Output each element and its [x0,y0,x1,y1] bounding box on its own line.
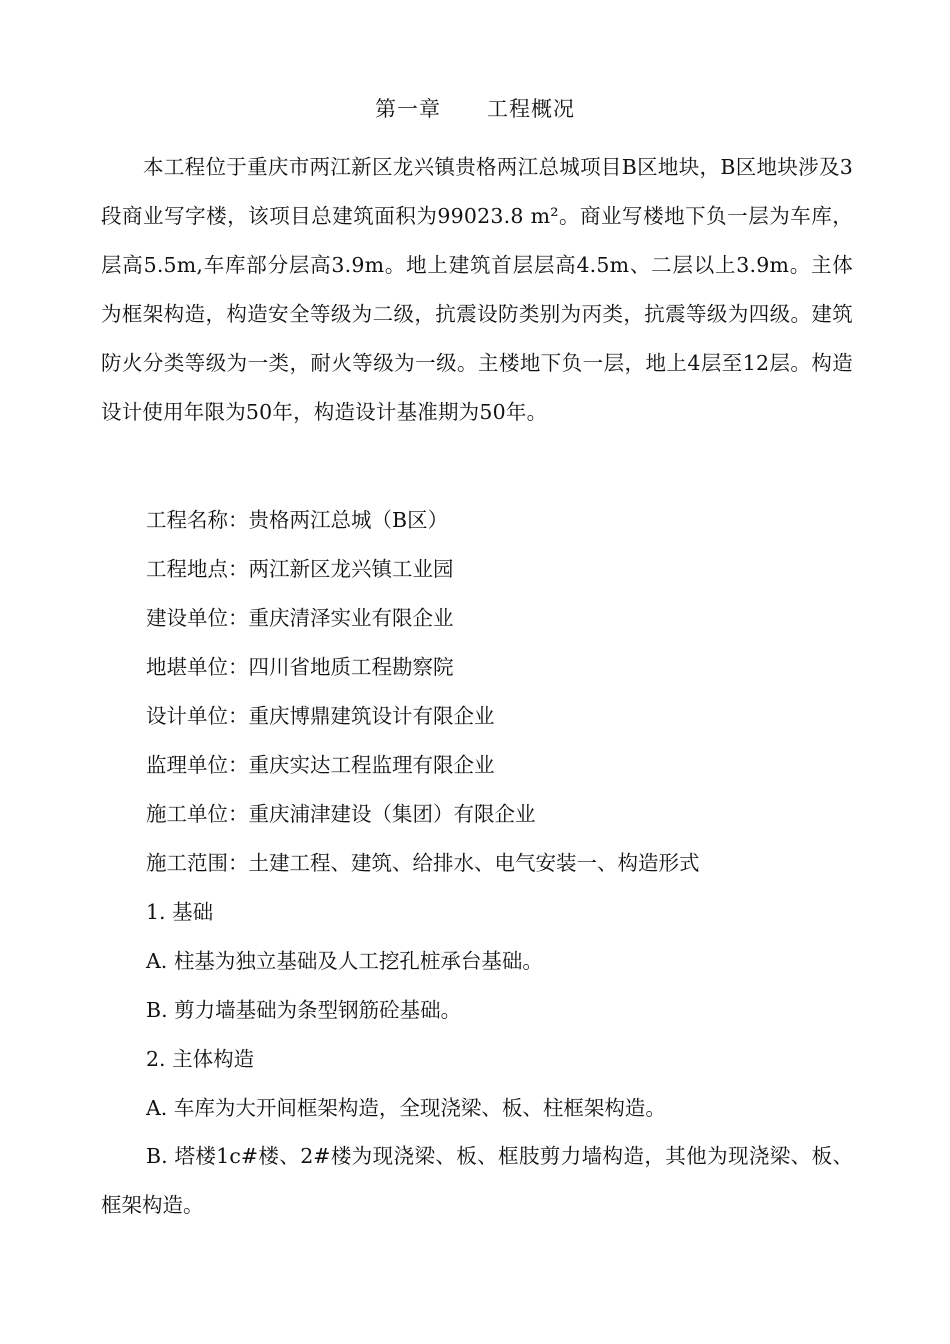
chapter-title: 第一章 工程概况 [374,97,576,121]
construction-owner: 建设单位：重庆清泽实业有限企业 [146,606,454,630]
intro-paragraph: 本工程位于重庆市两江新区龙兴镇贵格两江总城项目B区地块，B区地块涉及3段商业写字楼，该项目总建筑面积为99023.8 m²。商业写楼地下负一层为车库，层高5.5m,车库部分层高3.9m。地上建筑首层层高4.5m、二层以上3.9m。主体为框架构造，构造安全等级为二级，抗震设防类别为丙类，抗震等级为四级。建筑防火分类等级为一类，耐火等级为一级。主楼地下负一层，地上4层至12层。构造设计使用年限为50年，构造设计基准期为50年。 [101,155,853,424]
contractor-unit: 施工单位：重庆浦津建设（集团）有限企业 [146,802,536,826]
foundation-heading: 1. 基础 [146,900,214,924]
survey-unit: 地堪单位：四川省地质工程勘察院 [146,655,454,679]
project-name: 工程名称：贵格两江总城（B区） [146,508,449,532]
construction-scope: 施工范围：土建工程、建筑、给排水、电气安装一、构造形式 [146,851,700,875]
foundation-item-a: A. 柱基为独立基础及人工挖孔桩承台基础。 [146,949,543,973]
main-structure-item-a: A. 车库为大开间框架构造，全现浇梁、板、柱框架构造。 [146,1096,666,1120]
project-location: 工程地点：两江新区龙兴镇工业园 [146,557,454,581]
main-structure-heading: 2. 主体构造 [146,1047,255,1071]
supervision-unit: 监理单位：重庆实达工程监理有限企业 [146,753,495,777]
design-unit: 设计单位：重庆博鼎建筑设计有限企业 [146,704,495,728]
foundation-item-b: B. 剪力墙基础为条型钢筋砼基础。 [146,998,462,1022]
main-structure-item-b: B. 塔楼1c#楼、2#楼为现浇梁、板、框肢剪力墙构造，其他为现浇梁、板、框架构造。 [101,1144,853,1217]
